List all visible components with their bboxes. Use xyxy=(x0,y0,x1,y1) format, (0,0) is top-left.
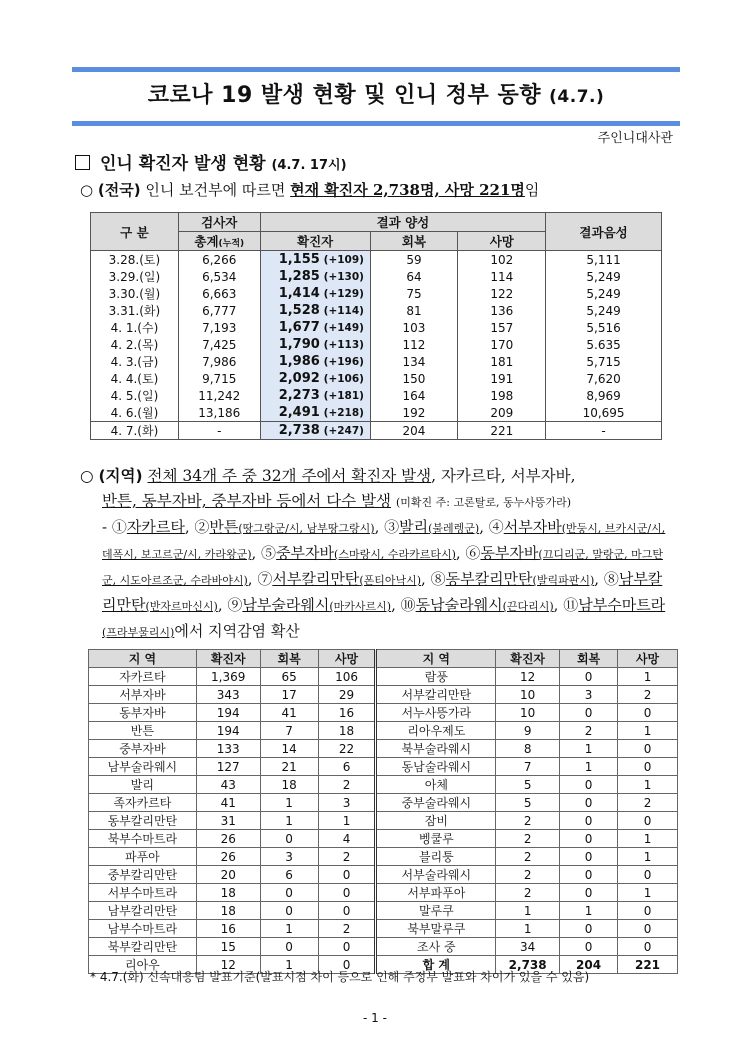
cell: 발리 xyxy=(89,776,197,794)
cell: 0 xyxy=(560,920,618,938)
col-category: 구 분 xyxy=(91,213,179,251)
cell: 2 xyxy=(318,776,376,794)
cell: 0 xyxy=(618,758,678,776)
cell: 서부수마트라 xyxy=(89,884,197,902)
recovered-cell: 112 xyxy=(370,336,458,353)
confirmed-cell: 2,738 (+247) xyxy=(260,422,370,440)
daily-status-table xyxy=(90,212,662,440)
cell: 1 xyxy=(560,740,618,758)
negative-cell: 5,249 xyxy=(546,285,662,302)
cell: 동남술라웨시 xyxy=(376,758,496,776)
table-row xyxy=(89,776,678,794)
cell: 0 xyxy=(260,902,318,920)
col-results: 결과 양성 xyxy=(260,213,545,232)
cell: 8 xyxy=(496,740,560,758)
deaths-cell: 181 xyxy=(458,353,546,370)
cell: 1 xyxy=(260,812,318,830)
cell: 0 xyxy=(560,866,618,884)
table-row xyxy=(89,884,678,902)
cell: 0 xyxy=(318,866,376,884)
cell: 0 xyxy=(260,938,318,956)
title-rule-bottom xyxy=(72,121,680,126)
table-row xyxy=(89,758,678,776)
cell: 북부칼리만탄 xyxy=(89,938,197,956)
table-row xyxy=(91,387,662,404)
cell: 북부수마트라 xyxy=(89,830,197,848)
cell: 0 xyxy=(560,776,618,794)
cell: 65 xyxy=(260,668,318,686)
title-rule-top xyxy=(72,67,680,72)
recovered-cell: 134 xyxy=(370,353,458,370)
regional-table xyxy=(88,649,678,974)
cell: 서부칼리만탄 xyxy=(376,686,496,704)
area-item: ⑩동남술라웨시(끈다리시) xyxy=(400,596,554,614)
cell: 람풍 xyxy=(376,668,496,686)
cell: 잠비 xyxy=(376,812,496,830)
deaths-cell: 221 xyxy=(458,422,546,440)
cell: 자카르타 xyxy=(89,668,197,686)
recovered-cell: 75 xyxy=(370,285,458,302)
cell: 26 xyxy=(196,848,260,866)
tests-cell: 7,425 xyxy=(178,336,260,353)
cell: 0 xyxy=(560,668,618,686)
cell: 서부술라웨시 xyxy=(376,866,496,884)
col-recovered-right: 회복 xyxy=(560,650,618,668)
area-item: ⑧동부칼리만탄(발릭파판시) xyxy=(430,570,595,588)
table-row xyxy=(91,404,662,422)
cell: 서누사뜽가라 xyxy=(376,704,496,722)
negative-cell: 10,695 xyxy=(546,404,662,422)
deaths-cell: 102 xyxy=(458,251,546,269)
cell: 0 xyxy=(618,938,678,956)
date-cell: 4. 1.(수) xyxy=(91,319,179,336)
col-tests-total: 총계(누적) xyxy=(178,232,260,251)
cell: 블리퉁 xyxy=(376,848,496,866)
cell: 2 xyxy=(318,848,376,866)
cell: 0 xyxy=(260,830,318,848)
confirmed-cell: 2,491 (+218) xyxy=(260,404,370,422)
national-summary: ○ (전국) 인니 보건부에 따르면 현재 확진자 2,738명, 사망 221명임 xyxy=(80,181,540,199)
recovered-cell: 192 xyxy=(370,404,458,422)
table-row xyxy=(89,704,678,722)
cell: 12 xyxy=(496,668,560,686)
area-item: ⑤중부자바(스마랑시, 수라카르타시) xyxy=(261,544,456,562)
table-row xyxy=(89,668,678,686)
cell: 남부술라웨시 xyxy=(89,758,197,776)
cell: 18 xyxy=(260,776,318,794)
cell: 중부칼리만탄 xyxy=(89,866,197,884)
cell: 북부말루쿠 xyxy=(376,920,496,938)
cell: 5 xyxy=(496,776,560,794)
cell: 133 xyxy=(196,740,260,758)
cell: 1,369 xyxy=(196,668,260,686)
cell: 18 xyxy=(318,722,376,740)
date-cell: 3.28.(토) xyxy=(91,251,179,269)
confirmed-cell: 2,092 (+106) xyxy=(260,370,370,387)
table-row xyxy=(91,302,662,319)
confirmed-cell: 1,155 (+109) xyxy=(260,251,370,269)
footnote: * 4.7.(화) 신속대응팀 발표기준(발표시점 차이 등으로 인해 주정부 발표와 차이가 있을 수 있음) xyxy=(90,970,590,984)
table-row xyxy=(91,336,662,353)
cell: 중부술라웨시 xyxy=(376,794,496,812)
section-heading: 인니 확진자 발생 현황 (4.7. 17시) xyxy=(75,149,347,174)
cell: 1 xyxy=(618,722,678,740)
deaths-cell: 198 xyxy=(458,387,546,404)
cell: 2,738 xyxy=(496,956,560,974)
area-item: ②반튼(땅그랑군/시, 남부땅그랑시) xyxy=(194,518,375,536)
cell: 2 xyxy=(618,686,678,704)
cell: 194 xyxy=(196,704,260,722)
area-item: ③발리(불레렝군) xyxy=(384,518,480,536)
negative-cell: - xyxy=(546,422,662,440)
cell: 5 xyxy=(496,794,560,812)
negative-cell: 5,111 xyxy=(546,251,662,269)
cell: 남부칼리만탄 xyxy=(89,902,197,920)
cell: 343 xyxy=(196,686,260,704)
cell: 2 xyxy=(496,812,560,830)
col-deaths: 사망 xyxy=(458,232,546,251)
negative-cell: 5,715 xyxy=(546,353,662,370)
cell: 0 xyxy=(318,902,376,920)
cell: 18 xyxy=(196,902,260,920)
cell: 3 xyxy=(560,686,618,704)
cell: 1 xyxy=(618,830,678,848)
cell: 16 xyxy=(196,920,260,938)
cell: 0 xyxy=(618,920,678,938)
col-confirmed-left: 확진자 xyxy=(196,650,260,668)
tests-cell: 6,663 xyxy=(178,285,260,302)
cell: 21 xyxy=(260,758,318,776)
cell: 2 xyxy=(496,830,560,848)
cell: 0 xyxy=(560,704,618,722)
date-cell: 4. 3.(금) xyxy=(91,353,179,370)
cell: 1 xyxy=(560,902,618,920)
area-item: ⑥동부자바(끄디리군, 말랑군, 마그탄군, 시도아르조군, 수라바야시) xyxy=(102,544,663,587)
cell: 2 xyxy=(496,866,560,884)
cell: 20 xyxy=(196,866,260,884)
col-negative: 결과음성 xyxy=(546,213,662,251)
cell: 2 xyxy=(496,884,560,902)
negative-cell: 5.635 xyxy=(546,336,662,353)
recovered-cell: 204 xyxy=(370,422,458,440)
cell: 0 xyxy=(618,902,678,920)
recovered-cell: 59 xyxy=(370,251,458,269)
cell: 1 xyxy=(618,776,678,794)
col-region-left: 지 역 xyxy=(89,650,197,668)
cell: 1 xyxy=(496,902,560,920)
cell: 2 xyxy=(618,794,678,812)
confirmed-cell: 1,528 (+114) xyxy=(260,302,370,319)
table-row xyxy=(89,794,678,812)
table-row xyxy=(89,902,678,920)
cell: 0 xyxy=(260,884,318,902)
cell: 0 xyxy=(560,884,618,902)
tests-cell: 13,186 xyxy=(178,404,260,422)
cell: 족자카르타 xyxy=(89,794,197,812)
cell: 34 xyxy=(496,938,560,956)
cell: 2 xyxy=(560,722,618,740)
cell: 41 xyxy=(260,704,318,722)
cell: 1 xyxy=(260,920,318,938)
area-item: ⑪남부수마트라(프라부물리시) xyxy=(102,596,666,639)
cell: 3 xyxy=(260,848,318,866)
table-row xyxy=(91,319,662,336)
col-confirmed-right: 확진자 xyxy=(496,650,560,668)
cell: 합 계 xyxy=(376,956,496,974)
cell: 6 xyxy=(318,758,376,776)
table-row xyxy=(89,848,678,866)
deaths-cell: 157 xyxy=(458,319,546,336)
tests-cell: 6,777 xyxy=(178,302,260,319)
area-item: ④서부자바(반둥시, 브카시군/시, 데폭시, 보고르군/시, 카라왕군) xyxy=(102,518,666,561)
cell: 0 xyxy=(618,812,678,830)
cell: 29 xyxy=(318,686,376,704)
table-row xyxy=(89,740,678,758)
tests-cell: 11,242 xyxy=(178,387,260,404)
cell: 1 xyxy=(318,812,376,830)
page-title: 코로나 19 발생 현황 및 인니 정부 동향 (4.7.) xyxy=(147,83,605,108)
table-row xyxy=(91,422,662,440)
col-tests: 검사자 xyxy=(178,213,260,232)
deaths-cell: 191 xyxy=(458,370,546,387)
tests-cell: 6,266 xyxy=(178,251,260,269)
confirmed-cell: 1,677 (+149) xyxy=(260,319,370,336)
table-row xyxy=(91,353,662,370)
date-cell: 4. 5.(일) xyxy=(91,387,179,404)
cell: 127 xyxy=(196,758,260,776)
confirmed-cell: 2,273 (+181) xyxy=(260,387,370,404)
cell: 반튼 xyxy=(89,722,197,740)
table-row xyxy=(89,920,678,938)
deaths-cell: 122 xyxy=(458,285,546,302)
checkbox-square-icon xyxy=(75,155,90,170)
cell: 7 xyxy=(496,758,560,776)
cell: 9 xyxy=(496,722,560,740)
cell: 31 xyxy=(196,812,260,830)
cell: 0 xyxy=(618,866,678,884)
embassy-name: 주인니대사관 xyxy=(597,131,673,146)
tests-cell: 9,715 xyxy=(178,370,260,387)
recovered-cell: 64 xyxy=(370,268,458,285)
table-row xyxy=(91,370,662,387)
cell: 0 xyxy=(560,794,618,812)
negative-cell: 5,249 xyxy=(546,302,662,319)
cell: 3 xyxy=(318,794,376,812)
deaths-cell: 170 xyxy=(458,336,546,353)
col-confirmed: 확진자 xyxy=(260,232,370,251)
cell: 리아우 xyxy=(89,956,197,974)
col-recovered: 회복 xyxy=(370,232,458,251)
cell: 1 xyxy=(496,920,560,938)
cell: 17 xyxy=(260,686,318,704)
cell: 41 xyxy=(196,794,260,812)
col-deaths-left: 사망 xyxy=(318,650,376,668)
cell: 말루쿠 xyxy=(376,902,496,920)
recovered-cell: 103 xyxy=(370,319,458,336)
cell: 동부칼리만탄 xyxy=(89,812,197,830)
cell: 파푸아 xyxy=(89,848,197,866)
cell: 2 xyxy=(496,848,560,866)
cell: 14 xyxy=(260,740,318,758)
tests-cell: 7,986 xyxy=(178,353,260,370)
cell: 0 xyxy=(318,938,376,956)
cell: 10 xyxy=(496,686,560,704)
cell: 22 xyxy=(318,740,376,758)
cell: 리아우제도 xyxy=(376,722,496,740)
cell: 1 xyxy=(260,794,318,812)
table-row xyxy=(89,686,678,704)
area-list: - ①자카르타, ②반튼(땅그랑군/시, 남부땅그랑시), ③발리(불레렝군), ④서부자바(반둥시, 브카시군/시, 데폭시, 보고르군/시, 카라왕군), ⑤중부자바(스마랑시, 수라카르타시), ⑥동부자바(끄디리군, 말랑군, 마그탄군, 시도아르조군, 수라바야시), ⑦서부칼리만탄(폰티아낙시), ⑧동부칼리만탄(발릭파판시), ⑧남부칼리만탄(반자르마신시), ⑨남부술라웨시(마카사르시), ⑩동남술라웨시(끈다리시), ⑪남부수마트라(프라부물리시)에서 지역감염 확산 xyxy=(102,518,666,640)
date-cell: 4. 2.(목) xyxy=(91,336,179,353)
tests-cell: 7,193 xyxy=(178,319,260,336)
table-row xyxy=(89,830,678,848)
cell: 서부자바 xyxy=(89,686,197,704)
cell: 0 xyxy=(318,956,376,974)
date-cell: 4. 6.(월) xyxy=(91,404,179,422)
cell: 43 xyxy=(196,776,260,794)
negative-cell: 5,516 xyxy=(546,319,662,336)
cell: 0 xyxy=(560,812,618,830)
date-cell: 3.30.(월) xyxy=(91,285,179,302)
deaths-cell: 136 xyxy=(458,302,546,319)
cell: 0 xyxy=(560,938,618,956)
cell: 0 xyxy=(560,848,618,866)
area-item: ①자카르타 xyxy=(111,518,185,536)
table-row xyxy=(91,251,662,269)
recovered-cell: 81 xyxy=(370,302,458,319)
negative-cell: 7,620 xyxy=(546,370,662,387)
table-row xyxy=(89,866,678,884)
cell: 중부자바 xyxy=(89,740,197,758)
cell: 221 xyxy=(618,956,678,974)
cell: 북부술라웨시 xyxy=(376,740,496,758)
cell: 0 xyxy=(318,884,376,902)
cell: 1 xyxy=(618,668,678,686)
table-row xyxy=(89,722,678,740)
deaths-cell: 209 xyxy=(458,404,546,422)
col-region-right: 지 역 xyxy=(376,650,496,668)
cell: 6 xyxy=(260,866,318,884)
table-row xyxy=(91,285,662,302)
cell: 1 xyxy=(618,848,678,866)
cell: 16 xyxy=(318,704,376,722)
recovered-cell: 164 xyxy=(370,387,458,404)
page-number: - 1 - xyxy=(363,1011,387,1025)
cell: 7 xyxy=(260,722,318,740)
negative-cell: 5,249 xyxy=(546,268,662,285)
table-row xyxy=(91,268,662,285)
cell: 204 xyxy=(560,956,618,974)
cell: 1 xyxy=(560,758,618,776)
cell: 2 xyxy=(318,920,376,938)
cell: 15 xyxy=(196,938,260,956)
col-recovered-left: 회복 xyxy=(260,650,318,668)
cell: 0 xyxy=(560,830,618,848)
negative-cell: 8,969 xyxy=(546,387,662,404)
cell: 0 xyxy=(618,704,678,722)
cell: 1 xyxy=(260,956,318,974)
date-cell: 3.29.(일) xyxy=(91,268,179,285)
confirmed-cell: 1,414 (+129) xyxy=(260,285,370,302)
cell: 1 xyxy=(618,884,678,902)
cell: 아체 xyxy=(376,776,496,794)
cell: 서부파푸아 xyxy=(376,884,496,902)
confirmed-cell: 1,285 (+130) xyxy=(260,268,370,285)
cell: 벵쿨루 xyxy=(376,830,496,848)
tests-cell: 6,534 xyxy=(178,268,260,285)
deaths-cell: 114 xyxy=(458,268,546,285)
date-cell: 4. 4.(토) xyxy=(91,370,179,387)
cell: 26 xyxy=(196,830,260,848)
cell: 106 xyxy=(318,668,376,686)
area-item: ⑧남부칼리만탄(반자르마신시) xyxy=(102,570,663,614)
cell: 조사 중 xyxy=(376,938,496,956)
cell: 0 xyxy=(618,740,678,758)
date-cell: 4. 7.(화) xyxy=(91,422,179,440)
cell: 남부수마트라 xyxy=(89,920,197,938)
cell: 18 xyxy=(196,884,260,902)
cell: 4 xyxy=(318,830,376,848)
regional-summary: ○ (지역) 전체 34개 주 중 32개 주에서 확진자 발생, 자카르타, 서부자바, 반튼, 동부자바, 중부자바 등에서 다수 발생 (미확진 주: 고론탈로, 동누사뜽가라) - ①자카르타, ②반튼(땅그랑군/시, 남부땅그랑시), ③발리(불레렝군), ④서부자바(반둥시, 브카시군/시, 데폭시, 보고르군/시, 카라왕군), ⑤중부자바(스마랑시, 수라카르타시), ⑥동부자바(끄디리군, 말랑군, 마그탄군, 시도아르조군, 수라바야시), ⑦서부칼리만탄(폰티아낙시), ⑧동부칼리만탄(발릭파판시), ⑧남부칼리만탄(반자르마신시), ⑨남부술라웨시(마카사르시), ⑩동남술라웨시(끈다리시), ⑪남부수마트라(프라부물리시)에서 지역감염 확산 xyxy=(80,464,680,645)
cell: 10 xyxy=(496,704,560,722)
table-row xyxy=(89,812,678,830)
area-item: ⑨남부술라웨시(마카사르시) xyxy=(227,596,392,614)
confirmed-cell: 1,986 (+196) xyxy=(260,353,370,370)
tests-cell: - xyxy=(178,422,260,440)
area-item: ⑦서부칼리만탄(폰티아낙시) xyxy=(257,570,422,588)
confirmed-cell: 1,790 (+113) xyxy=(260,336,370,353)
cell: 12 xyxy=(196,956,260,974)
date-cell: 3.31.(화) xyxy=(91,302,179,319)
table-row xyxy=(89,938,678,956)
col-deaths-right: 사망 xyxy=(618,650,678,668)
recovered-cell: 150 xyxy=(370,370,458,387)
cell: 194 xyxy=(196,722,260,740)
cell: 동부자바 xyxy=(89,704,197,722)
